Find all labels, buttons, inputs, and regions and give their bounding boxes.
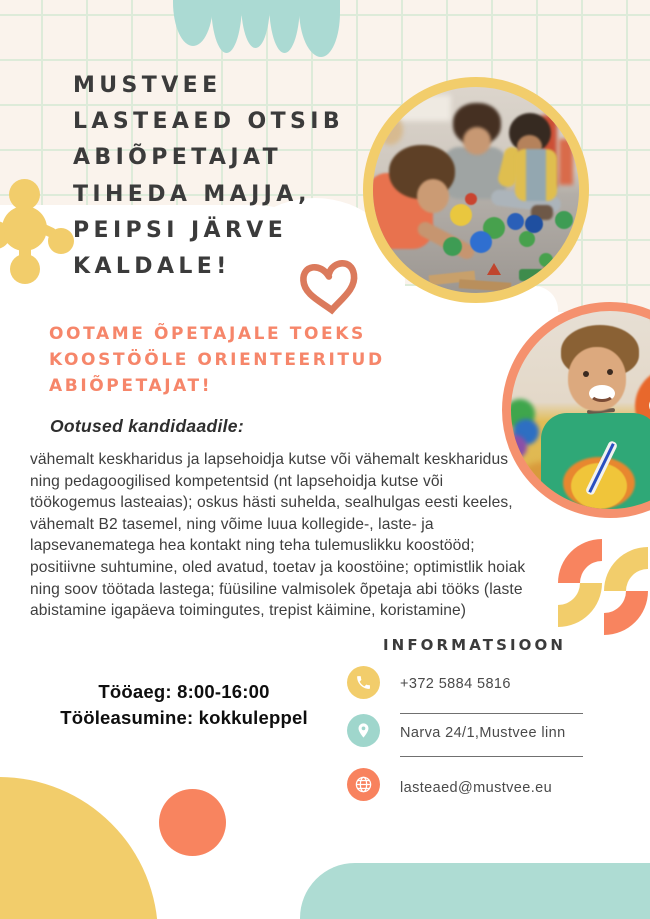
ball bbox=[519, 231, 535, 247]
poster-subtitle bbox=[49, 321, 385, 399]
work-time: Tööaeg: 8:00-16:00 bbox=[98, 681, 270, 702]
fringe-petal bbox=[211, 0, 242, 53]
location-pin-icon bbox=[347, 714, 380, 747]
title-line: PEIPSI JÄRVE bbox=[73, 217, 288, 243]
divider bbox=[400, 713, 583, 714]
subtitle-line: KOOSTÖÖLE ORIENTEERITUD bbox=[49, 350, 385, 370]
work-time-block bbox=[38, 679, 330, 731]
phone-number: +372 5884 5816 bbox=[400, 676, 511, 692]
fringe-petal bbox=[299, 0, 340, 57]
information-heading: INFORMATSIOON bbox=[383, 636, 567, 654]
ball bbox=[450, 204, 472, 226]
ball bbox=[470, 231, 492, 253]
poster-title bbox=[73, 68, 344, 285]
teal-blob-decoration bbox=[300, 863, 650, 919]
email: lasteaed@mustvee.eu bbox=[400, 780, 553, 796]
teal-fringe-decoration bbox=[173, 0, 340, 57]
arc-decoration bbox=[604, 545, 648, 637]
fringe-petal bbox=[173, 0, 213, 46]
subtitle-line: ABIÕPETAJAT! bbox=[49, 376, 213, 396]
ball bbox=[555, 211, 573, 229]
phone-icon bbox=[347, 666, 380, 699]
salmon-circle-decoration bbox=[159, 789, 226, 856]
fringe-petal bbox=[241, 0, 270, 48]
title-line: MUSTVEE bbox=[73, 73, 222, 98]
globe-icon bbox=[347, 768, 380, 801]
expectations-heading: Ootused kandidaadile: bbox=[50, 416, 244, 436]
ball bbox=[525, 215, 543, 233]
yellow-circle-decoration bbox=[0, 777, 158, 919]
divider bbox=[400, 756, 583, 757]
subtitle-line: OOTAME ÕPETAJALE TOEKS bbox=[49, 324, 366, 344]
title-line: TIHEDA MAJJA, bbox=[73, 181, 311, 207]
wooden-block bbox=[459, 279, 512, 292]
ball bbox=[507, 213, 524, 230]
address: Narva 24/1,Mustvee linn bbox=[400, 725, 566, 741]
title-line: LASTEAED OTSIB bbox=[73, 109, 345, 135]
arc-decoration bbox=[558, 537, 602, 629]
ball bbox=[443, 237, 462, 256]
photo-children-playing bbox=[363, 77, 589, 303]
fringe-petal bbox=[269, 0, 300, 53]
ball bbox=[539, 253, 553, 267]
title-line: ABIÕPETAJAT bbox=[73, 145, 283, 171]
ball bbox=[465, 193, 477, 205]
requirements-paragraph: vähemalt keskharidus ja lapsehoidja kutse või vähemalt keskharidus ning pedagoogilised kompetentsid (nt lapsehoidja kutse või töökogemus lasteaias); oskus hästi suhelda, sealhulgas eesti keeles, vähemalt B2 tasemel, ning võime luua kollegide-, laste- ja lapsevanematega hea kontakt ning teha tulemuslikku koostööd; positiivne suhtumine, oled avatud, toetav ja koostöine; optimistlik hoiak ning soov töötada lastega; füüsiline valmisolek õpetaja abi tööks (laste abistamine igapäeva toimingutes, trepist käimine, koristamine) bbox=[30, 451, 526, 620]
start-date: Tööleasumine: kokkuleppel bbox=[60, 707, 308, 728]
title-line: KALDALE! bbox=[73, 254, 231, 280]
